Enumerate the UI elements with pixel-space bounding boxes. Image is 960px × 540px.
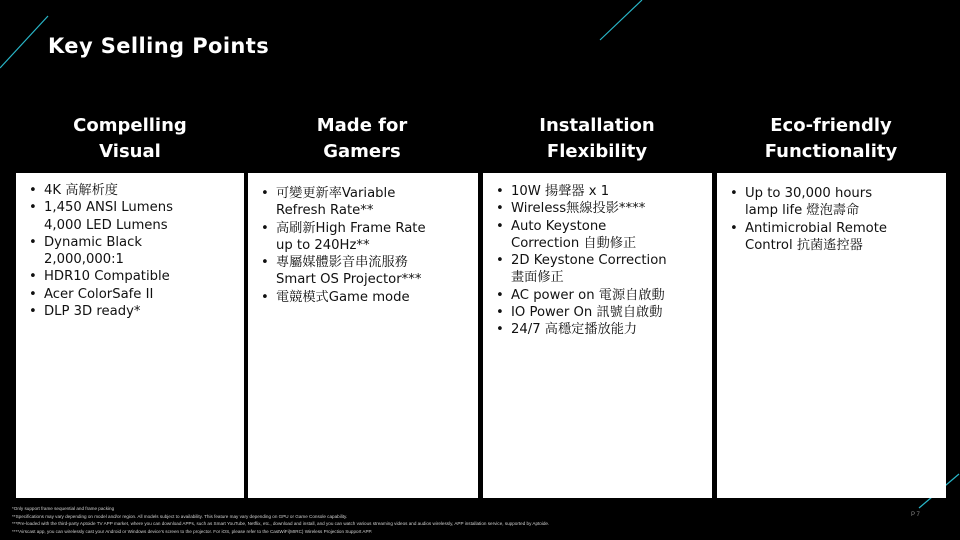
list-item [24, 234, 238, 269]
footnote: *Only support frame sequential and frame packing [12, 506, 115, 511]
list-item-text: • Up to 30,000 hours [745, 186, 873, 201]
heading-line: Visual [99, 141, 161, 162]
list-item-text: Refresh Rate** [276, 203, 374, 219]
footnote: ***Pre-loaded with the third-party Aptoide TV APP market, where you can download APPs, such as Smart YouTube, Netflix, etc., download and install, and you can watch various streaming videos and audios wirelessly, APP installation service, supported by Aptoide. [12, 521, 550, 527]
column-heading-eco-friendly-functionality [717, 113, 945, 165]
list-item-text: • 專屬媒體影音串流服務 [276, 255, 408, 271]
list-item [491, 304, 706, 321]
list-item [24, 268, 238, 285]
list-item-text: Control 抗菌遙控器 [745, 237, 863, 253]
list-item-text: lamp life 燈泡壽命 [745, 203, 860, 219]
heading-line: Eco-friendly [770, 115, 892, 136]
card-compelling-visual [16, 173, 244, 498]
list-item [725, 220, 940, 255]
list-item [491, 252, 706, 287]
list-item-text: 畫面修正 [511, 270, 564, 286]
list-item [256, 185, 472, 220]
list-item [725, 185, 940, 220]
footnotes [12, 505, 892, 535]
list-item-text: Correction 自動修正 [511, 235, 637, 251]
list-item [491, 183, 706, 200]
list-item-text: • HDR10 Compatible [44, 269, 170, 285]
list-item-text: • 電競模式Game mode [276, 289, 410, 305]
list-item-text: • Dynamic Black [44, 234, 143, 250]
column-heading-made-for-gamers [248, 113, 476, 165]
list-item [491, 200, 706, 217]
bullet-list [24, 182, 238, 320]
list-item-text: • IO Power On 訊號自啟動 [511, 305, 663, 321]
list-item-text: • 1,450 ANSI Lumens [44, 200, 173, 216]
heading-line: Flexibility [546, 141, 648, 162]
list-item-text: 2,000,000:1 [44, 252, 124, 268]
list-item-text: • 4K 高解析度 [44, 183, 118, 198]
list-item [256, 289, 472, 306]
bullet-list [256, 185, 472, 306]
list-item-text: • Wireless無線投影**** [511, 201, 646, 217]
list-item [256, 254, 472, 289]
heading-line: Compelling [73, 115, 187, 136]
heading-line: Functionality [764, 141, 898, 162]
slide-title: Key Selling Points [48, 34, 270, 58]
card-installation-flexibility [483, 173, 712, 498]
column-heading-compelling-visual [16, 113, 244, 165]
footnote: ****Airscast app, you can wirelessly cast your Android or Windows device's screen to the projector. For iOS, please refer to the CastWiFi(MIRC) Wireless Projection Support APP. [12, 528, 373, 534]
list-item-text: • 可變更新率Variable [276, 186, 396, 201]
list-item-text: • 高刷新High Frame Rate [276, 220, 426, 236]
list-item-text: up to 240Hz** [276, 237, 370, 253]
list-item-text: Smart OS Projector*** [276, 272, 422, 288]
column-heading-installation-flexibility [483, 113, 711, 165]
list-item-text: • Antimicrobial Remote [745, 220, 888, 236]
list-item [491, 287, 706, 304]
list-item-text: • DLP 3D ready* [44, 304, 141, 320]
heading-line: Installation [539, 115, 655, 136]
list-item [491, 321, 706, 338]
list-item [24, 199, 238, 234]
list-item [24, 182, 238, 199]
card-made-for-gamers [248, 173, 478, 498]
list-item-text: • Acer ColorSafe II [44, 286, 154, 302]
list-item [491, 218, 706, 253]
footnote: **Specifications may vary depending on model and/or region. All models subject to availability. This feature may vary depending on GPU or Game Console capability. [12, 513, 348, 519]
list-item-text: • 24/7 高穩定播放能力 [511, 322, 638, 338]
card-eco-friendly-functionality [717, 173, 946, 498]
list-item-text: • 2D Keystone Correction [511, 253, 667, 269]
heading-line: Made for [316, 115, 408, 136]
heading-line: Gamers [323, 141, 401, 162]
page-number: P 7 [911, 512, 920, 518]
list-item-text: • AC power on 電源自啟動 [511, 287, 665, 303]
list-item [24, 286, 238, 303]
list-item [24, 303, 238, 320]
list-item-text: • Auto Keystone [511, 218, 607, 234]
list-item [256, 220, 472, 255]
corner-accent-top-right [590, 0, 650, 45]
bullet-list [725, 185, 940, 254]
list-item-text: • 10W 揚聲器 x 1 [511, 184, 610, 199]
list-item-text: 4,000 LED Lumens [44, 217, 168, 233]
bullet-list [491, 183, 706, 339]
